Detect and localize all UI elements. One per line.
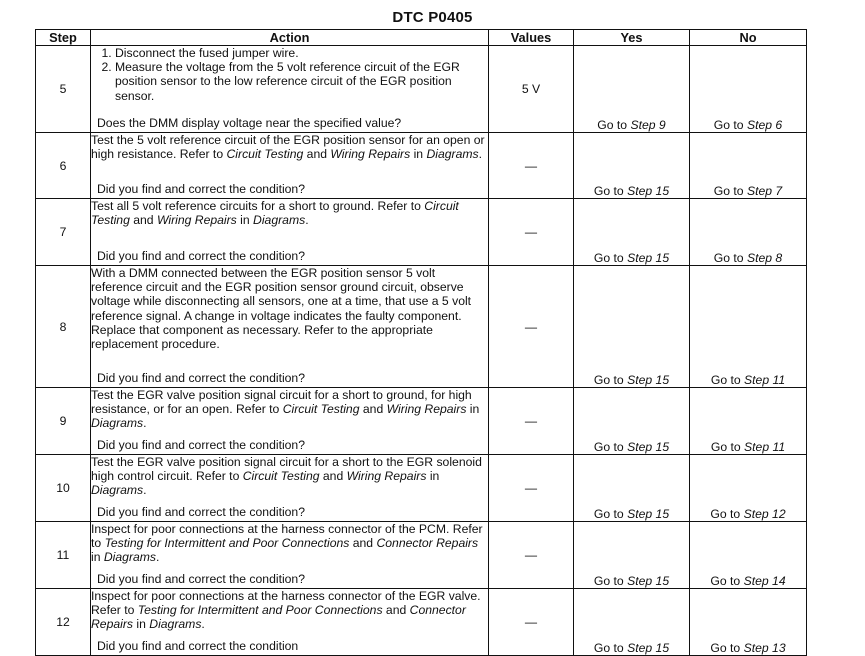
yes-goto-step-link[interactable]: Step 15 xyxy=(627,440,670,454)
action-text xyxy=(91,455,488,498)
value-cell: 5 V xyxy=(489,46,574,133)
no-cell xyxy=(690,455,807,522)
reference-link-text: Circuit Testing xyxy=(282,402,360,417)
reference-link-text: Wiring Repairs xyxy=(386,402,467,417)
no-goto-prefix: Go to xyxy=(710,440,741,454)
table-header-row xyxy=(36,30,807,46)
action-question: Did you find and correct the condition? xyxy=(97,370,305,385)
action-text xyxy=(91,133,488,161)
reference-link-text: Wiring Repairs xyxy=(156,213,237,228)
action-text-segment: Test the EGR valve position signal circuit for a short to ground, for high resistance, or for an open. Refer to xyxy=(91,388,472,417)
diagnostic-table xyxy=(35,29,807,656)
action-text-segment: in xyxy=(91,550,104,565)
action-text-segment: and xyxy=(349,536,377,551)
no-goto-step-link[interactable]: Step 12 xyxy=(743,507,786,521)
table-row xyxy=(36,589,807,656)
action-text-segment: in xyxy=(410,147,427,162)
reference-link-text: Testing for Intermittent and Poor Connections xyxy=(137,603,383,618)
no-cell xyxy=(690,133,807,199)
action-text xyxy=(91,46,488,103)
yes-goto-prefix: Go to xyxy=(593,251,624,265)
yes-cell xyxy=(574,133,690,199)
table-row xyxy=(36,199,807,266)
action-steps-list xyxy=(91,46,488,103)
reference-link-text: Diagrams xyxy=(91,483,144,498)
yes-cell xyxy=(574,589,690,656)
step-number: 8 xyxy=(36,266,91,388)
action-text-segment: in xyxy=(236,213,254,228)
reference-link-text: Wiring Repairs xyxy=(330,147,411,162)
reference-link-text: Connector Repairs xyxy=(376,536,479,551)
header-step: Step xyxy=(36,30,91,46)
header-values: Values xyxy=(489,30,574,46)
action-text-segment: With a DMM connected between the EGR position sensor 5 volt reference circuit and the EGR position sensor ground circuit, observe voltage while disconnecting all sensors, one at a time, that use a 5 volt reference signal. A change in voltage indicates the faulty component. Replace that component as necessary. Refer to the appropriate replacement procedure. xyxy=(91,266,472,352)
action-question: Did you find and correct the condition xyxy=(97,638,299,653)
reference-link-text: Diagrams xyxy=(91,416,144,431)
step-number: 5 xyxy=(36,46,91,133)
no-goto-step-link[interactable]: Step 14 xyxy=(743,574,786,588)
value-cell: — xyxy=(489,199,574,266)
action-text-segment: . xyxy=(478,147,483,162)
yes-cell xyxy=(574,455,690,522)
reference-link-text: Circuit Testing xyxy=(242,469,320,484)
action-text-segment: . xyxy=(156,550,160,565)
yes-goto-prefix: Go to xyxy=(593,373,624,387)
yes-goto-prefix: Go to xyxy=(593,507,624,521)
no-goto-step-link[interactable]: Step 8 xyxy=(746,251,783,265)
action-step-item: 1. Disconnect the fused jumper wire. xyxy=(115,46,488,60)
no-cell xyxy=(690,388,807,455)
reference-link-text: Diagrams xyxy=(149,617,202,632)
table-row xyxy=(36,133,807,199)
action-text-segment: Test the 5 volt reference circuit of the EGR position sensor for an open or high resistance. Refer to xyxy=(91,133,485,162)
action-text-segment: in xyxy=(466,402,480,417)
header-no: No xyxy=(690,30,807,46)
no-goto-prefix: Go to xyxy=(710,641,741,655)
action-step-item: 2. Measure the voltage from the 5 volt reference circuit of the EGR position sensor to the low reference circuit of the EGR position sensor. xyxy=(115,60,488,103)
no-goto-step-link[interactable]: Step 6 xyxy=(746,118,783,132)
action-question: Does the DMM display voltage near the specified value? xyxy=(97,115,402,130)
no-goto-prefix: Go to xyxy=(713,184,744,198)
action-text-segment: . xyxy=(143,416,147,431)
yes-cell xyxy=(574,522,690,589)
reference-link-text: Diagrams xyxy=(253,213,306,228)
action-question: Did you find and correct the condition? xyxy=(97,248,305,263)
table-row xyxy=(36,455,807,522)
value-cell: — xyxy=(489,455,574,522)
action-text-segment: Inspect for poor connections at the harness connector of the EGR valve. Refer to xyxy=(91,589,481,618)
action-cell xyxy=(91,388,489,455)
action-question: Did you find and correct the condition? xyxy=(97,504,305,519)
reference-link-text: Wiring Repairs xyxy=(346,469,427,484)
page-title: DTC P0405 xyxy=(392,9,473,26)
yes-goto-step-link[interactable]: Step 15 xyxy=(627,251,670,265)
action-text-segment: and xyxy=(129,213,157,228)
action-text-segment: . xyxy=(143,483,147,498)
action-question: Did you find and correct the condition? xyxy=(97,437,305,452)
reference-link-text: Circuit Testing xyxy=(226,147,304,162)
action-text-segment: in xyxy=(426,469,440,484)
no-goto-prefix: Go to xyxy=(710,507,741,521)
yes-goto-step-link[interactable]: Step 15 xyxy=(627,373,670,387)
no-cell xyxy=(690,266,807,388)
action-text xyxy=(91,388,488,431)
table-row xyxy=(36,388,807,455)
no-goto-prefix: Go to xyxy=(710,373,741,387)
yes-goto-step-link[interactable]: Step 15 xyxy=(627,507,670,521)
yes-goto-step-link[interactable]: Step 15 xyxy=(627,641,670,655)
action-cell xyxy=(91,589,489,656)
action-cell xyxy=(91,133,489,199)
action-text-segment: Test all 5 volt reference circuits for a short to ground. Refer to xyxy=(91,199,425,213)
value-cell: — xyxy=(489,522,574,589)
yes-goto-step-link[interactable]: Step 15 xyxy=(627,184,670,198)
yes-cell xyxy=(574,46,690,133)
action-text xyxy=(91,522,488,565)
action-cell xyxy=(91,46,489,133)
no-goto-prefix: Go to xyxy=(710,574,741,588)
no-goto-step-link[interactable]: Step 11 xyxy=(744,373,786,387)
table-row xyxy=(36,266,807,388)
yes-goto-step-link[interactable]: Step 15 xyxy=(627,574,670,588)
no-goto-prefix: Go to xyxy=(713,118,744,132)
no-goto-step-link[interactable]: Step 7 xyxy=(746,184,783,198)
no-goto-step-link[interactable]: Step 11 xyxy=(744,440,786,454)
reference-link-text: Circuit Testing xyxy=(91,199,459,228)
table-row xyxy=(36,46,807,133)
action-text xyxy=(91,266,488,351)
header-action: Action xyxy=(91,30,489,46)
header-yes: Yes xyxy=(574,30,690,46)
step-number: 7 xyxy=(36,199,91,266)
yes-goto-prefix: Go to xyxy=(593,574,624,588)
no-goto-step-link[interactable]: Step 13 xyxy=(743,641,786,655)
yes-goto-prefix: Go to xyxy=(597,118,628,132)
step-number: 12 xyxy=(36,589,91,656)
action-text-segment: in xyxy=(133,617,150,632)
action-text-segment: Inspect for poor connections at the harness connector of the PCM. Refer to xyxy=(91,522,483,551)
action-text-segment: Test the EGR valve position signal circuit for a short to the EGR solenoid high control circuit. Refer to xyxy=(91,455,482,484)
reference-link-text: Testing for Intermittent and Poor Connections xyxy=(104,536,350,551)
action-text-segment: and xyxy=(359,402,387,417)
action-cell xyxy=(91,455,489,522)
yes-goto-step-link[interactable]: Step 9 xyxy=(630,118,666,132)
no-cell xyxy=(690,46,807,133)
action-cell xyxy=(91,522,489,589)
value-cell: — xyxy=(489,589,574,656)
yes-cell xyxy=(574,388,690,455)
action-text-segment: and xyxy=(382,603,410,618)
action-text xyxy=(91,199,488,227)
yes-cell xyxy=(574,199,690,266)
step-number: 9 xyxy=(36,388,91,455)
value-cell: — xyxy=(489,266,574,388)
reference-link-text: Diagrams xyxy=(426,147,479,162)
yes-goto-prefix: Go to xyxy=(593,440,624,454)
value-cell: — xyxy=(489,388,574,455)
action-question: Did you find and correct the condition? xyxy=(97,571,305,586)
action-text-segment: . xyxy=(305,213,309,228)
yes-goto-prefix: Go to xyxy=(593,184,624,198)
action-text-segment: and xyxy=(319,469,347,484)
step-number: 10 xyxy=(36,455,91,522)
action-question: Did you find and correct the condition? xyxy=(97,181,305,196)
reference-link-text: Diagrams xyxy=(103,550,157,565)
action-cell xyxy=(91,266,489,388)
value-cell: — xyxy=(489,133,574,199)
yes-goto-prefix: Go to xyxy=(593,641,624,655)
action-cell xyxy=(91,199,489,266)
step-number: 6 xyxy=(36,133,91,199)
action-text xyxy=(91,589,488,632)
reference-link-text: Connector Repairs xyxy=(91,603,466,632)
no-cell xyxy=(690,522,807,589)
table-row xyxy=(36,522,807,589)
no-goto-prefix: Go to xyxy=(713,251,744,265)
yes-cell xyxy=(574,266,690,388)
no-cell xyxy=(690,199,807,266)
no-cell xyxy=(690,589,807,656)
action-text-segment: and xyxy=(303,147,331,162)
action-text-segment: . xyxy=(201,617,205,632)
step-number: 11 xyxy=(36,522,91,589)
